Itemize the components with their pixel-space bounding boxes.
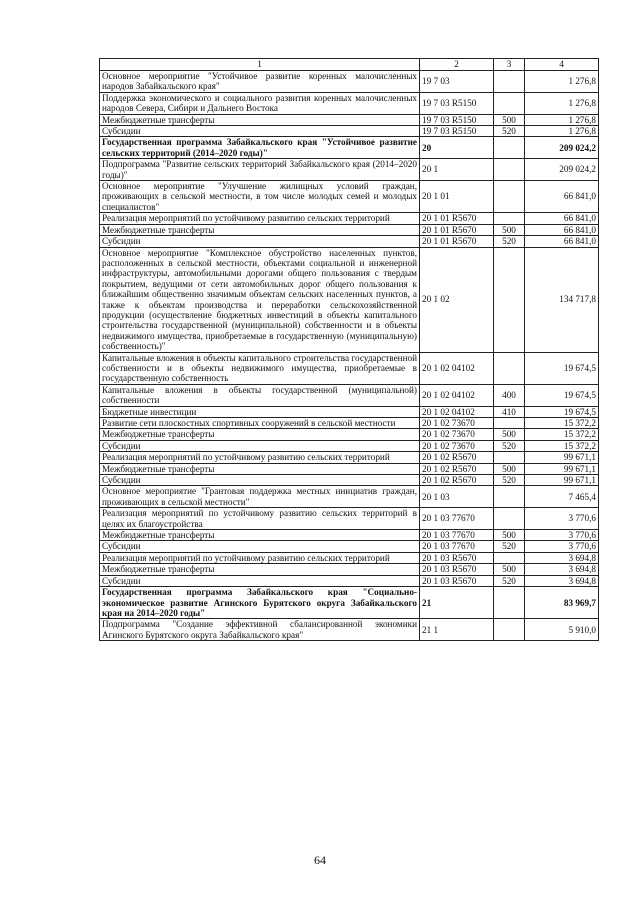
- row-name: Основное мероприятие "Улучшение жилищных условий граждан, проживающих в сельской местности, в том числе молодых семей и молодых специалистов": [100, 181, 420, 213]
- row-name: Субсидии: [100, 126, 420, 137]
- row-name: Подпрограмма "Развитие сельских территорий Забайкальского края (2014–2020 годы)": [100, 159, 420, 181]
- table-row: [100, 247, 599, 352]
- row-code: 20 1 02 R5670: [420, 463, 494, 474]
- table-row: [100, 126, 599, 137]
- row-name: Межбюджетные трансферты: [100, 429, 420, 440]
- row-code: 20 1 02 04102: [420, 406, 494, 417]
- row-name: Субсидии: [100, 541, 420, 552]
- row-expense-type: [494, 71, 525, 93]
- row-code: 20 1 02 73670: [420, 429, 494, 440]
- row-code: 20: [420, 137, 494, 159]
- row-expense-type: 500: [494, 564, 525, 575]
- row-code: 20 1 01 R5670: [420, 224, 494, 235]
- row-code: 19 7 03 R5150: [420, 114, 494, 125]
- row-expense-type: 500: [494, 530, 525, 541]
- row-amount: 83 969,7: [525, 587, 599, 619]
- row-name: Реализация мероприятий по устойчивому развитию сельских территорий: [100, 213, 420, 224]
- row-expense-type: [494, 418, 525, 429]
- row-expense-type: 410: [494, 406, 525, 417]
- header-col-2: 2: [420, 59, 494, 71]
- table-row: [100, 92, 599, 114]
- table-row: [100, 352, 599, 384]
- row-code: 20 1 02 R5670: [420, 452, 494, 463]
- row-expense-type: 520: [494, 475, 525, 486]
- row-name: Реализация мероприятий по устойчивому развитию сельских территорий: [100, 452, 420, 463]
- row-name: Межбюджетные трансферты: [100, 114, 420, 125]
- row-amount: 1 276,8: [525, 71, 599, 93]
- row-code: 19 7 03: [420, 71, 494, 93]
- row-amount: 209 024,2: [525, 159, 599, 181]
- row-code: 20 1 03 77670: [420, 541, 494, 552]
- row-expense-type: 520: [494, 126, 525, 137]
- row-expense-type: [494, 552, 525, 563]
- table-row: [100, 71, 599, 93]
- row-name: Субсидии: [100, 236, 420, 247]
- row-name: Межбюджетные трансферты: [100, 530, 420, 541]
- row-code: 20 1 02 73670: [420, 440, 494, 451]
- row-expense-type: [494, 92, 525, 114]
- table-row: [100, 452, 599, 463]
- row-name: Подпрограмма "Создание эффективной сбалансированной экономики Агинского Бурятского округа Забайкальского края": [100, 619, 420, 641]
- row-name: Основное мероприятие "Устойчивое развитие коренных малочисленных народов Забайкальского края": [100, 71, 420, 93]
- row-name: Основное мероприятие "Грантовая поддержка местных инициатив граждан, проживающих в сельской местности": [100, 486, 420, 508]
- table-row: [100, 564, 599, 575]
- table-row: [100, 406, 599, 417]
- row-name: Межбюджетные трансферты: [100, 564, 420, 575]
- row-expense-type: 520: [494, 236, 525, 247]
- row-amount: 99 671,1: [525, 452, 599, 463]
- table-row: [100, 475, 599, 486]
- row-expense-type: [494, 587, 525, 619]
- row-code: 20 1 01: [420, 181, 494, 213]
- budget-table: [99, 58, 599, 641]
- row-amount: 209 024,2: [525, 137, 599, 159]
- table-row: [100, 213, 599, 224]
- row-name: Реализация мероприятий по устойчивому развитию сельских территорий в целях их благоустройства: [100, 508, 420, 530]
- row-amount: 66 841,0: [525, 224, 599, 235]
- row-code: 20 1 02 73670: [420, 418, 494, 429]
- table-row: [100, 159, 599, 181]
- table-row: [100, 619, 599, 641]
- row-expense-type: [494, 619, 525, 641]
- table-row: [100, 463, 599, 474]
- page-number: 64: [314, 853, 326, 867]
- table-row: [100, 486, 599, 508]
- row-amount: 1 276,8: [525, 114, 599, 125]
- row-amount: 19 674,5: [525, 406, 599, 417]
- row-name: Субсидии: [100, 575, 420, 586]
- row-expense-type: 500: [494, 114, 525, 125]
- row-amount: 3 770,6: [525, 530, 599, 541]
- row-amount: 66 841,0: [525, 181, 599, 213]
- row-name: Субсидии: [100, 440, 420, 451]
- table-row: [100, 181, 599, 213]
- row-expense-type: [494, 137, 525, 159]
- row-expense-type: 520: [494, 541, 525, 552]
- table-row: [100, 384, 599, 406]
- row-amount: 66 841,0: [525, 236, 599, 247]
- row-expense-type: [494, 352, 525, 384]
- row-code: 21 1: [420, 619, 494, 641]
- row-code: 20 1 03 R5670: [420, 575, 494, 586]
- row-code: 20 1 03 R5670: [420, 564, 494, 575]
- table-row: [100, 575, 599, 586]
- table-row: [100, 137, 599, 159]
- row-expense-type: 520: [494, 575, 525, 586]
- row-code: 20 1 03 77670: [420, 508, 494, 530]
- row-expense-type: [494, 213, 525, 224]
- row-amount: 3 770,6: [525, 508, 599, 530]
- table-row: [100, 530, 599, 541]
- row-expense-type: 500: [494, 463, 525, 474]
- row-name: Государственная программа Забайкальского края "Устойчивое развитие сельских территорий (2014–2020 годы)": [100, 137, 420, 159]
- table-row: [100, 541, 599, 552]
- header-col-3: 3: [494, 59, 525, 71]
- table-row: [100, 440, 599, 451]
- row-amount: 134 717,8: [525, 247, 599, 352]
- table-row: [100, 552, 599, 563]
- row-code: 20 1 03: [420, 486, 494, 508]
- row-amount: 3 694,8: [525, 575, 599, 586]
- row-name: Развитие сети плоскостных спортивных сооружений в сельской местности: [100, 418, 420, 429]
- row-code: 20 1 02 04102: [420, 384, 494, 406]
- row-expense-type: [494, 452, 525, 463]
- header-row: [100, 59, 599, 71]
- table-row: [100, 429, 599, 440]
- row-code: 20 1 01 R5670: [420, 236, 494, 247]
- row-name: Межбюджетные трансферты: [100, 463, 420, 474]
- row-code: 20 1 02: [420, 247, 494, 352]
- row-code: 20 1 01 R5670: [420, 213, 494, 224]
- row-amount: 19 674,5: [525, 352, 599, 384]
- header-col-1: 1: [100, 59, 420, 71]
- table-row: [100, 236, 599, 247]
- row-expense-type: [494, 159, 525, 181]
- row-amount: 7 465,4: [525, 486, 599, 508]
- row-amount: 15 372,2: [525, 429, 599, 440]
- row-code: 20 1 03 77670: [420, 530, 494, 541]
- table-row: [100, 418, 599, 429]
- table-row: [100, 587, 599, 619]
- row-amount: 66 841,0: [525, 213, 599, 224]
- row-expense-type: 500: [494, 224, 525, 235]
- row-code: 19 7 03 R5150: [420, 126, 494, 137]
- row-expense-type: [494, 181, 525, 213]
- row-amount: 5 910,0: [525, 619, 599, 641]
- row-code: 20 1 03 R5670: [420, 552, 494, 563]
- row-amount: 15 372,2: [525, 440, 599, 451]
- header-col-4: 4: [525, 59, 599, 71]
- row-expense-type: [494, 247, 525, 352]
- row-expense-type: 520: [494, 440, 525, 451]
- row-name: Субсидии: [100, 475, 420, 486]
- row-amount: 99 671,1: [525, 463, 599, 474]
- row-expense-type: [494, 508, 525, 530]
- table-row: [100, 508, 599, 530]
- row-amount: 99 671,1: [525, 475, 599, 486]
- row-expense-type: 400: [494, 384, 525, 406]
- row-name: Основное мероприятие "Комплексное обустройство населенных пунктов, расположенных в сельской местности, объектами социальной и инженерной инфраструктуры, автомобильными дорогами общего пользования с твердым покрытием, ведущими от сети автомобильных дорог общего пользования к ближайшим общественно значимым объектам сельских населенных пунктов, а также к объектам производства и переработки сельскохозяйственной продукции (осуществление бюджетных инвестиций в объекты капитального строительства государственной (муниципальной) собственности и в объекты недвижимого имущества, приобретаемые в государственную (муниципальную) собственность)": [100, 247, 420, 352]
- row-name: Капитальные вложения в объекты государственной (муниципальной) собственности: [100, 384, 420, 406]
- row-code: 20 1: [420, 159, 494, 181]
- row-amount: 3 694,8: [525, 552, 599, 563]
- row-amount: 15 372,2: [525, 418, 599, 429]
- row-expense-type: 500: [494, 429, 525, 440]
- row-name: Бюджетные инвестиции: [100, 406, 420, 417]
- row-name: Поддержка экономического и социального развития коренных малочисленных народов Севера, Сибири и Дальнего Востока: [100, 92, 420, 114]
- table-row: [100, 224, 599, 235]
- row-amount: 3 770,6: [525, 541, 599, 552]
- row-name: Межбюджетные трансферты: [100, 224, 420, 235]
- row-name: Государственная программа Забайкальского края "Социально-экономическое развитие Агинского Бурятского округа Забайкальского края на 2014–2020 годы": [100, 587, 420, 619]
- row-code: 20 1 02 04102: [420, 352, 494, 384]
- row-code: 19 7 03 R5150: [420, 92, 494, 114]
- row-name: Капитальные вложения в объекты капитального строительства государственной собственности и в объекты недвижимого имущества, приобретаемые в государственную собственность: [100, 352, 420, 384]
- row-amount: 1 276,8: [525, 92, 599, 114]
- row-amount: 1 276,8: [525, 126, 599, 137]
- row-code: 20 1 02 R5670: [420, 475, 494, 486]
- table-body: [100, 71, 599, 641]
- row-expense-type: [494, 486, 525, 508]
- row-amount: 19 674,5: [525, 384, 599, 406]
- table-row: [100, 114, 599, 125]
- row-name: Реализация мероприятий по устойчивому развитию сельских территорий: [100, 552, 420, 563]
- row-code: 21: [420, 587, 494, 619]
- row-amount: 3 694,8: [525, 564, 599, 575]
